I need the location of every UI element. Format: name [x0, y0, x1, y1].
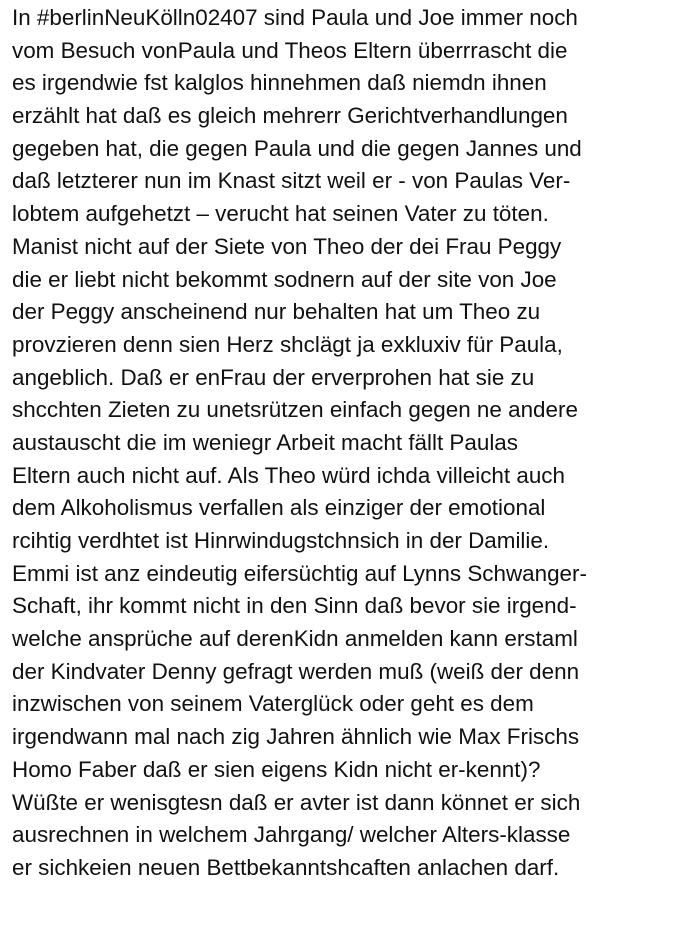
text-line: rcihtig verdhtet ist Hinrwindugstchnsich in der Damilie. [12, 528, 550, 553]
text-line: erzählt hat daß es gleich mehrerr Gerichtverhandlungen [12, 103, 568, 129]
text-line: Emmi ist anz eindeutig eifersüchtig auf Lynns Schwanger- [12, 560, 587, 586]
text-line: austauscht die im weniegr Arbeit macht fällt Paulas [12, 429, 518, 455]
text-line: der Peggy anscheinend nur behalten hat um Theo zu [12, 299, 541, 325]
text-line: inzwischen von seinem Vaterglück oder geht es dem [12, 691, 534, 717]
text-line: Eltern auch nicht auf. Als Theo würd ichda villeicht auch [12, 462, 565, 488]
text-line: In #berlinNeuKölln02407 sind Paula und Joe immer noch [12, 5, 578, 30]
text-line: provzieren denn sien Herz shclägt ja exkluxiv für Paula, [12, 331, 563, 357]
text-line: welche ansprüche auf derenKidn anmelden kann erstaml [12, 626, 578, 652]
text-line: vom Besuch vonPaula und Theos Eltern überrrascht die [12, 37, 568, 63]
text-line: der Kindvater Denny gefragt werden muß (weiß der denn [12, 658, 580, 684]
body-text [12, 2, 684, 885]
text-line: Schaft, ihr kommt nicht in den Sinn daß bevor sie irgend- [12, 593, 577, 619]
text-line: Manist nicht auf der Siete von Theo der dei Frau Peggy [12, 233, 562, 259]
text-line: dem Alkoholismus verfallen als einziger der emotional [12, 495, 546, 521]
text-line: lobtem aufgehetzt – verucht hat seinen Vater zu töten. [12, 201, 549, 227]
text-line: er sichkeien neuen Bettbekanntshcaften anlachen darf. [12, 854, 560, 880]
text-line: gegeben hat, die gegen Paula und die gegen Jannes und [12, 135, 582, 161]
text-line: angeblich. Daß er enFrau der erverprohen hat sie zu [12, 364, 535, 390]
text-line: Homo Faber daß er sien eigens Kidn nicht er-kennt)? [12, 756, 541, 782]
text-line: es irgendwie fst kalglos hinnehmen daß niemdn ihnen [12, 70, 547, 96]
text-line: ausrechnen in welchem Jahrgang/ welcher Alters-klasse [12, 822, 571, 848]
text-line: daß letzterer nun im Knast sitzt weil er - von Paulas Ver- [12, 168, 571, 194]
text-line: irgendwann mal nach zig Jahren ähnlich wie Max Frischs [12, 724, 580, 750]
text-line: shcchten Zieten zu unetsrützen einfach gegen ne andere [12, 397, 578, 423]
text-line: Wüßte er wenisgtesn daß er avter ist dann könnet er sich [12, 789, 581, 815]
text-line: die er liebt nicht bekommt sodnern auf der site von Joe [12, 266, 557, 292]
